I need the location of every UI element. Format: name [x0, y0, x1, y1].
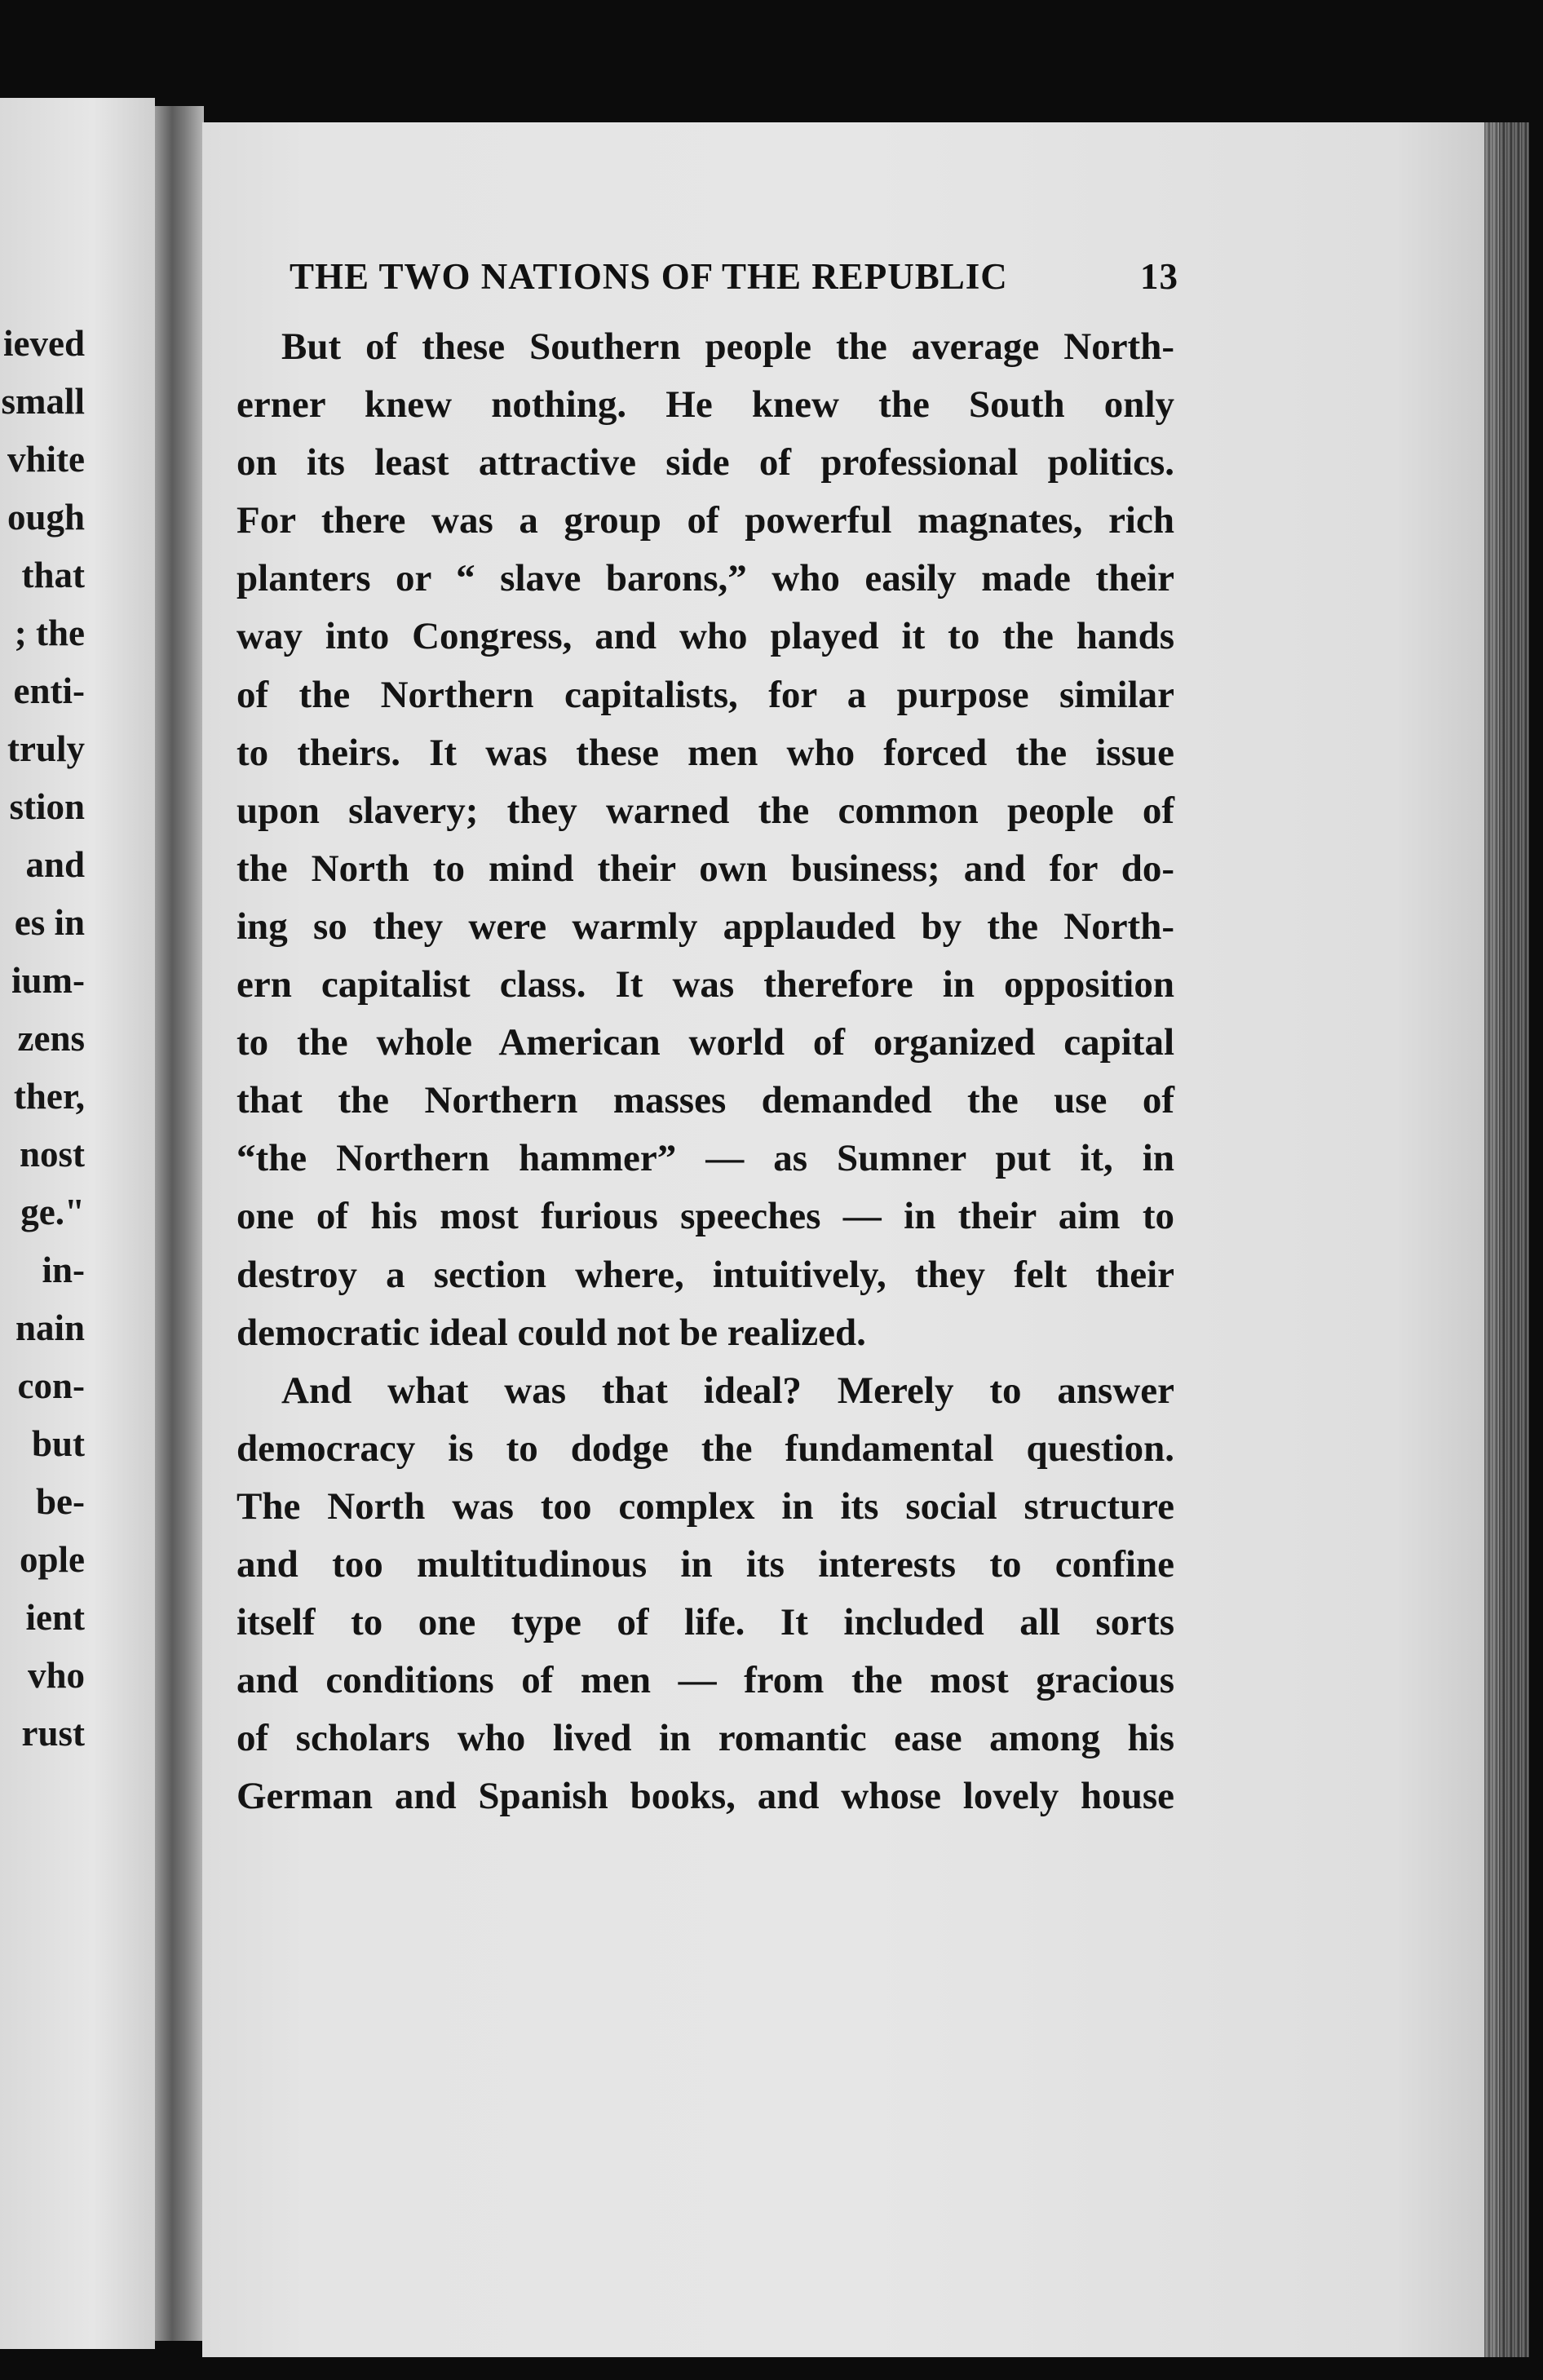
page-number: 13 — [1140, 256, 1178, 297]
text-line: “the Northern hammer” — as Sumner put it, in — [237, 1137, 1174, 1180]
text-line: of the Northern capitalists, for a purpose similar — [237, 673, 1174, 716]
left-page-fragment: ; the — [14, 613, 85, 653]
text-line: And what was that ideal? Merely to answer — [281, 1369, 1174, 1412]
text-line: erner knew nothing. He knew the South only — [237, 383, 1174, 427]
text-line: and conditions of men — from the most gracious — [237, 1659, 1174, 1702]
left-facing-page — [0, 98, 155, 2349]
text-line: and too multitudinous in its interests to confine — [237, 1542, 1174, 1586]
book-gutter-shadow — [155, 106, 204, 2341]
left-page-fragment: small — [1, 381, 85, 422]
text-line: ern capitalist class. It was therefore in opposition — [237, 963, 1174, 1006]
left-page-fragment: stion — [9, 786, 85, 827]
left-page-fragment: nain — [15, 1307, 85, 1348]
left-page-fragment: ient — [25, 1597, 85, 1638]
left-page-fragment: es in — [14, 902, 85, 943]
left-page-fragment: rust — [21, 1713, 85, 1754]
left-page-fragment: nost — [19, 1134, 85, 1175]
page-edge-stack — [1484, 122, 1529, 2357]
text-line: one of his most furious speeches — in their aim to — [237, 1195, 1174, 1238]
text-line: itself to one type of life. It included all sorts — [237, 1601, 1174, 1644]
text-line: The North was too complex in its social structure — [237, 1484, 1174, 1528]
left-page-fragment: ther, — [13, 1076, 85, 1117]
left-page-fragment: in- — [42, 1250, 85, 1290]
left-page-fragment: ieved — [3, 323, 85, 364]
running-head — [290, 255, 1178, 298]
left-page-fragment: enti- — [13, 670, 85, 711]
text-line: upon slavery; they warned the common people of — [237, 789, 1174, 832]
left-page-fragment: vhite — [7, 439, 85, 480]
text-line: ing so they were warmly applauded by the North- — [237, 905, 1174, 948]
left-page-fragment: ge." — [20, 1192, 85, 1232]
left-page-fragment: but — [31, 1423, 85, 1464]
left-page-fragment: truly — [7, 728, 85, 769]
text-line: to theirs. It was these men who forced the issue — [237, 731, 1174, 774]
text-line: planters or “ slave barons,” who easily made their — [237, 557, 1174, 600]
running-head-title: THE TWO NATIONS OF THE REPUBLIC — [290, 256, 1008, 297]
text-line: on its least attractive side of professional politics. — [237, 441, 1174, 484]
left-page-fragment: ium- — [11, 960, 85, 1001]
text-line: But of these Southern people the average North- — [281, 325, 1174, 368]
text-line: of scholars who lived in romantic ease among his — [237, 1717, 1174, 1760]
left-page-fragment: con- — [17, 1365, 85, 1406]
left-page-fragment: vho — [27, 1655, 85, 1696]
text-line: democratic ideal could not be realized. — [237, 1311, 866, 1354]
text-line: German and Spanish books, and whose lovely house — [237, 1775, 1174, 1818]
text-line: democracy is to dodge the fundamental question. — [237, 1427, 1174, 1470]
left-page-fragment: ople — [19, 1539, 85, 1580]
left-page-fragment: ough — [7, 497, 85, 537]
left-page-fragment: zens — [17, 1018, 85, 1059]
text-line: destroy a section where, intuitively, they felt their — [237, 1253, 1174, 1296]
text-line: that the Northern masses demanded the use of — [237, 1079, 1174, 1122]
left-page-fragment: that — [21, 555, 85, 595]
text-line: way into Congress, and who played it to the hands — [237, 615, 1174, 658]
left-page-fragment: and — [25, 844, 85, 885]
text-line: to the whole American world of organized capital — [237, 1021, 1174, 1064]
text-line: the North to mind their own business; and for do- — [237, 847, 1174, 890]
body-text — [237, 318, 1174, 1825]
text-line: For there was a group of powerful magnates, rich — [237, 499, 1174, 542]
left-page-fragment: be- — [36, 1481, 85, 1522]
